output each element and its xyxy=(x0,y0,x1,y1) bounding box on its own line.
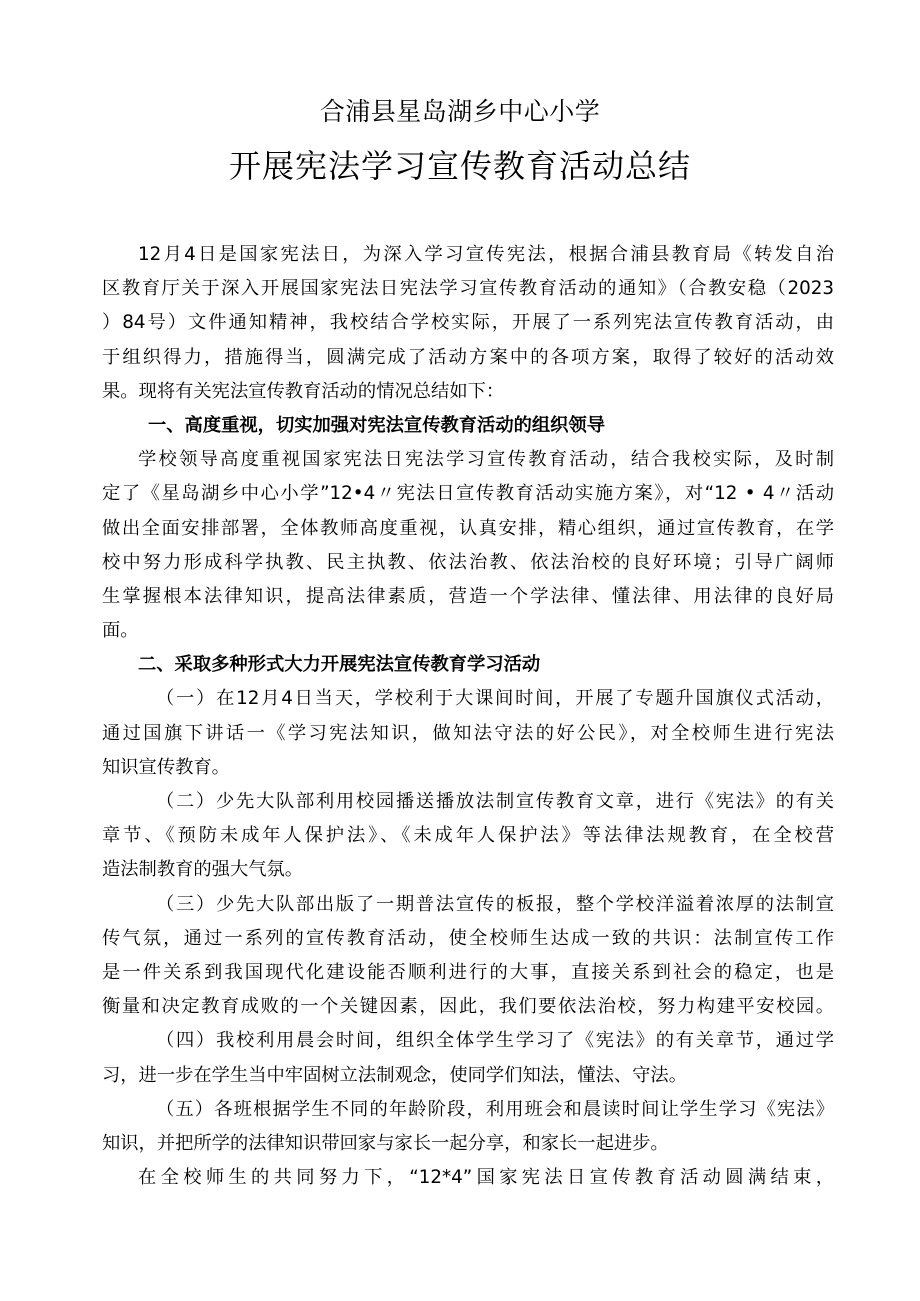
section1-line-2: 定了《星岛湖乡中心小学”12•4〃宪法日宣传教育活动实施方案》，对“12 • 4〃活动 xyxy=(102,483,834,505)
item2-line-2: 章节、《预防未成年人保护法》、《未成年人保护法》等法律法规教育，在全校营 xyxy=(102,825,834,847)
item3-line-2: 传气氛，通过一系列的宣传教育活动，使全校师生达成一致的共识：法制宣传工作 xyxy=(102,927,834,949)
intro-line-2: 区教育厅关于深入开展国家宪法日宪法学习宣传教育活动的通知》（合教安稳（2023 xyxy=(102,278,834,300)
conclusion-line-1: 在全校师生的共同努力下，“12*4”国家宪法日宣传教育活动圆满结束， xyxy=(138,1167,834,1189)
section1-line-1: 学校领导高度重视国家宪法日宪法学习宣传教育活动，结合我校实际，及时制 xyxy=(138,449,834,471)
item5-line-1: （五）各班根据学生不同的年龄阶段，利用班会和晨读时间让学生学习《宪法》 xyxy=(156,1098,834,1120)
section1-line-6: 面。 xyxy=(102,620,139,642)
item5-line-2: 知识，并把所学的法律知识带回家与家长一起分享，和家长一起进步。 xyxy=(102,1132,669,1154)
intro-line-1: 12月4日是国家宪法日，为深入学习宣传宪法，根据合浦县教育局《转发自治 xyxy=(138,244,834,265)
item4-line-1: （四）我校利用晨会时间，组织全体学生学习了《宪法》的有关章节，通过学 xyxy=(156,1030,834,1052)
item2-line-1: （二）少先大队部利用校园播送播放法制宣传教育文章，进行《宪法》的有关 xyxy=(156,791,834,812)
item4-line-2: 习，进一步在学生当中牢固树立法制观念，使同学们知法，懂法、守法。 xyxy=(102,1064,687,1086)
section-heading-1: 一、高度重视，切实加强对宪法宣传教育活动的组织领导 xyxy=(148,414,606,436)
section-heading-2: 二、采取多种形式大力开展宪法宣传教育学习活动 xyxy=(138,654,541,676)
section1-line-4: 校中努力形成科学执教、民主执教、依法治教、依法治校的良好环境；引导广阔师 xyxy=(102,551,834,573)
school-name-title: 合浦县星岛湖乡中心小学 xyxy=(319,97,601,126)
section1-line-5: 生掌握根本法律知识，提高法律素质，营造一个学法律、懂法律、用法律的良好局 xyxy=(102,585,834,607)
item1-line-1: （一）在12月4日当天，学校利于大课间时间，开展了专题升国旗仪式活动， xyxy=(156,688,834,710)
document-title: 开展宪法学习宣传教育活动总结 xyxy=(228,147,691,185)
item1-line-3: 知识宣传教育。 xyxy=(102,756,230,778)
document-body xyxy=(102,238,834,1195)
item1-line-2: 通过国旗下讲话一《学习宪法知识，做知法守法的好公民》，对全校师生进行宪法 xyxy=(102,722,834,744)
intro-line-4: 于组织得力，措施得当，圆满完成了活动方案中的各项方案，取得了较好的活动效 xyxy=(102,346,834,368)
section1-line-3: 做出全面安排部署，全体教师高度重视，认真安排，精心组织，通过宣传教育，在学 xyxy=(102,517,834,539)
item3-line-4: 衡量和决定教育成败的一个关键因素，因此，我们要依法治校，努力构建平安校园。 xyxy=(102,996,834,1018)
intro-line-3: ）84号）文件通知精神，我校结合学校实际，开展了一系列宪法宣传教育活动，由 xyxy=(102,312,834,334)
item2-line-3: 造法制教育的强大气氛。 xyxy=(102,859,304,881)
item3-line-1: （三）少先大队部出版了一期普法宣传的板报，整个学校洋溢着浓厚的法制宣 xyxy=(156,893,834,915)
item3-line-3: 是一件关系到我国现代化建设能否顺利进行的大事，直接关系到社会的稳定，也是 xyxy=(102,961,834,983)
intro-line-5: 果。现将有关宪法宣传教育活动的情况总结如下： xyxy=(102,380,505,402)
